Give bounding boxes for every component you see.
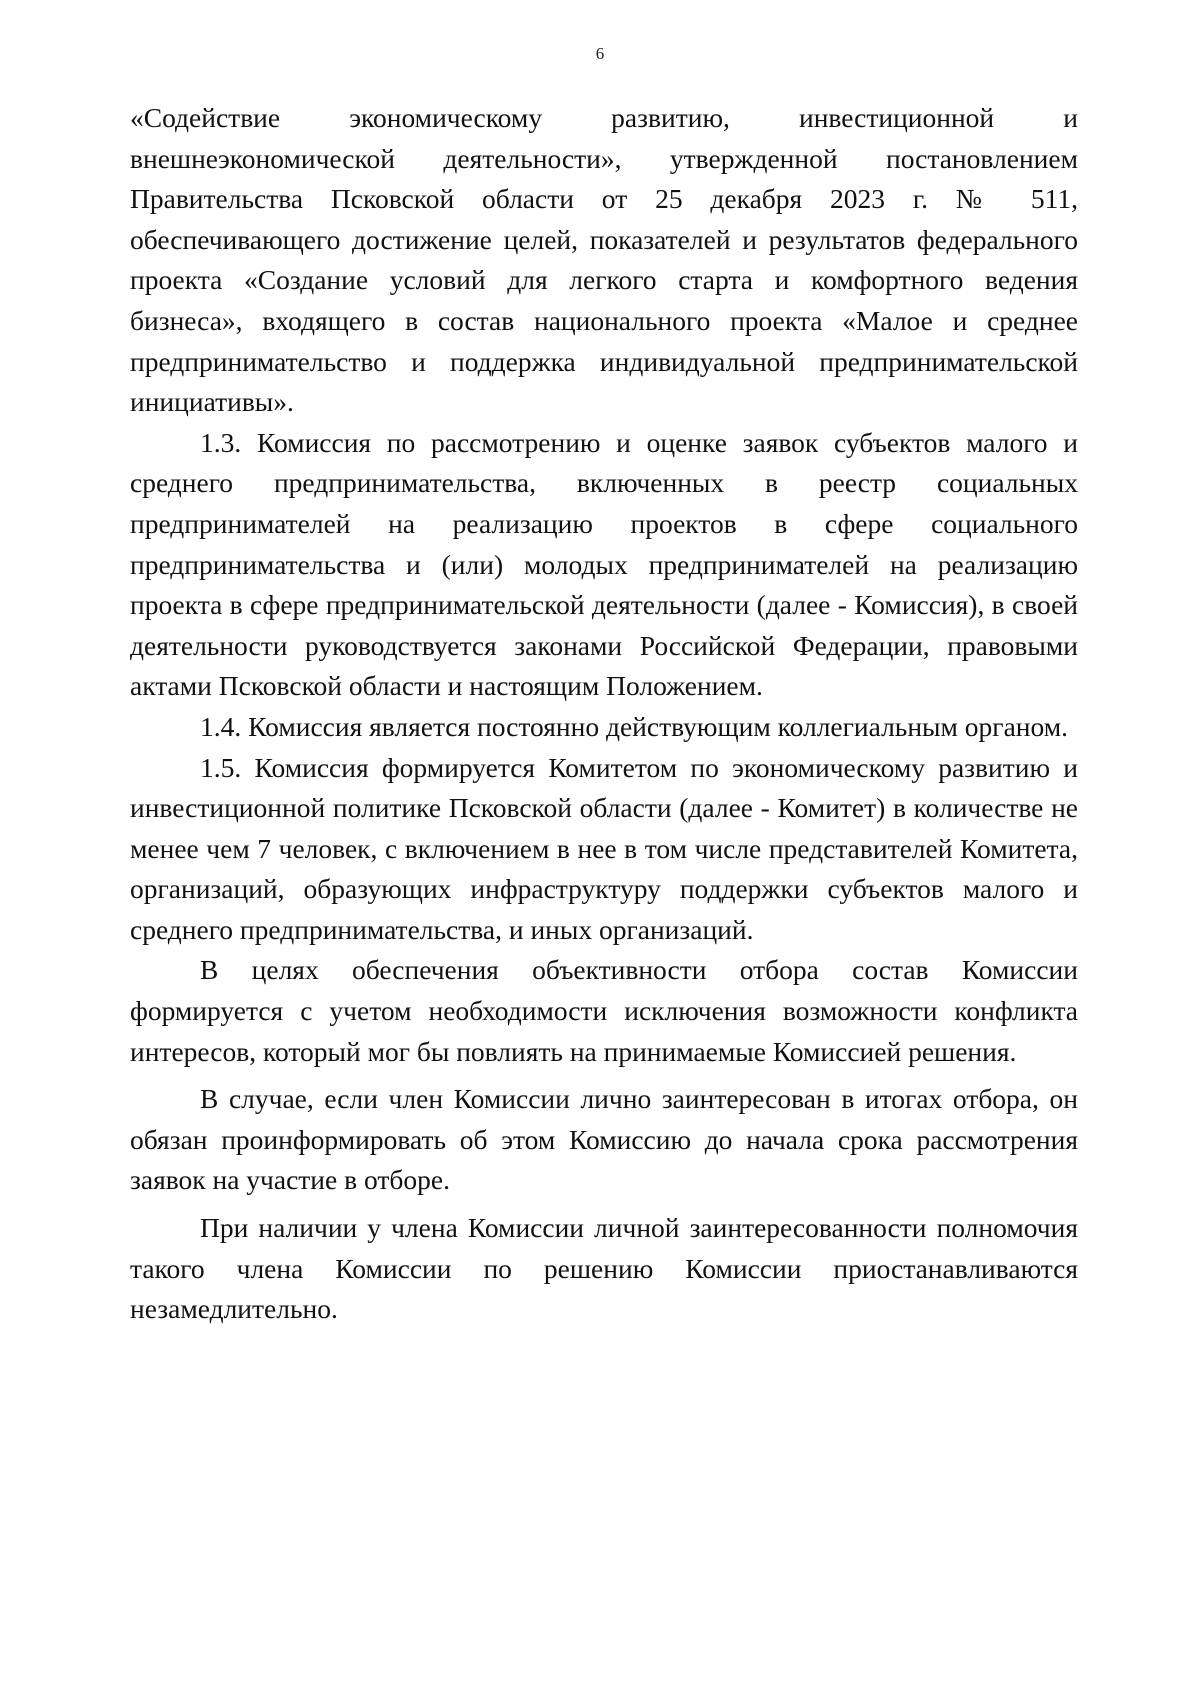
paragraph-objectivity: В целях обеспечения объективности отбора состав Комиссии формируется с учетом необходимости исключения возможности конфликта интересов, который мог бы повлиять на принимаемые Комиссией решения. [130, 954, 1078, 1067]
paragraph-1-3: 1.3. Комиссия по рассмотрению и оценке заявок субъектов малого и среднего предпринимательства, включенных в реестр социальных предпринимателей на реализацию проектов в сфере социального предпринимательства и (или) молодых предпринимателей на реализацию проекта в сфере предпринимательской деятельности (далее - Комиссия), в своей деятельности руководствуется законами Российской Федерации, правовыми актами Псковской области и настоящим Положением. [130, 426, 1078, 702]
paragraph-interest-disclosure: В случае, если член Комиссии лично заинтересован в итогах отбора, он обязан проинформировать об этом Комиссию до начала срока рассмотрения заявок на участие в отборе. [130, 1083, 1078, 1196]
paragraph-1-5: 1.5. Комиссия формируется Комитетом по экономическому развитию и инвестиционной политике Псковской области (далее - Комитет) в количестве не менее чем 7 человек, с включением в нее в том числе представителей Комитета, организаций, образующих инфраструктуру поддержки субъектов малого и среднего предпринимательства, и иных организаций. [130, 751, 1078, 945]
paragraph-program-continuation: «Содействие экономическому развитию, инвестиционной и внешнеэкономической деятельности», утвержденной постановлением Правительства Псковской области от 25 декабря 2023 г. № 511, обеспечивающего достижение целей, показателей и результатов федерального проекта «Создание условий для легкого старта и комфортного ведения бизнеса», входящего в состав национального проекта «Малое и среднее предпринимательство и поддержка индивидуальной предпринимательской инициативы». [130, 102, 1078, 418]
paragraph-powers-suspension: При наличии у члена Комиссии личной заинтересованности полномочия такого члена Комиссии по решению Комиссии приостанавливаются незамедлительно. [130, 1212, 1078, 1325]
paragraph-1-4: 1.4. Комиссия является постоянно действующим коллегиальным органом. [200, 710, 1069, 742]
page-number: 6 [595, 44, 605, 63]
document-body [130, 98, 1078, 1330]
